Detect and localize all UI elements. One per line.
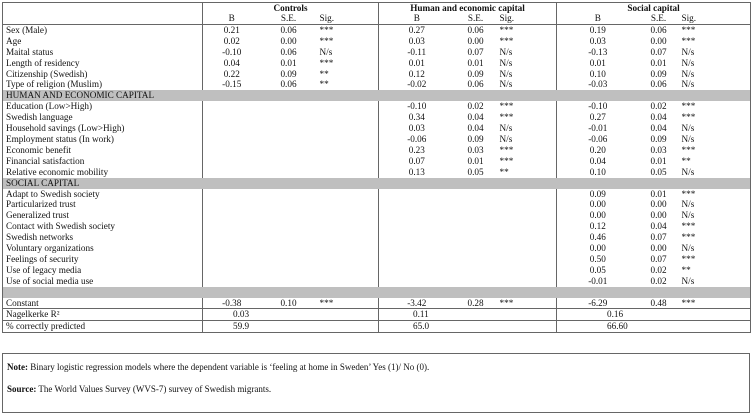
human-significance bbox=[497, 199, 557, 210]
note-text: Binary logistic regression models where the dependent variable is ‘feeling at home in Sweden’ Yes (1)/ No (0). bbox=[28, 362, 430, 372]
variable-label: Sex (Male) bbox=[3, 24, 203, 35]
human-std-error: 0.07 bbox=[467, 46, 484, 57]
table-row bbox=[3, 47, 751, 58]
social-std-error: 0.01 bbox=[650, 57, 667, 68]
controls-significance bbox=[317, 123, 379, 134]
controls-coef-b bbox=[203, 254, 261, 265]
controls-std-error: 0.09 bbox=[280, 68, 297, 79]
predicted-row-value-h: 65.0 bbox=[379, 321, 557, 333]
human-significance: *** bbox=[497, 145, 557, 156]
social-coef-b: 0.00 bbox=[589, 210, 606, 221]
spacer-row bbox=[3, 287, 751, 298]
social-significance: *** bbox=[681, 112, 696, 123]
controls-significance bbox=[317, 265, 379, 276]
human-significance bbox=[497, 265, 557, 276]
social-significance: *** bbox=[681, 188, 696, 199]
social-std-error: 0.07 bbox=[650, 46, 667, 57]
controls-coef-b bbox=[203, 232, 261, 243]
human-significance: *** bbox=[497, 298, 557, 309]
social-std-error: 0.00 bbox=[650, 210, 667, 221]
social-std-error: 0.00 bbox=[650, 199, 667, 210]
controls-coef-b: -0.10 bbox=[222, 46, 242, 57]
predicted-row-label: % correctly predicted bbox=[3, 321, 203, 333]
header-blank bbox=[3, 3, 203, 14]
source-text: The World Values Survey (WVS-7) survey of Swedish migrants. bbox=[36, 384, 272, 394]
table-row bbox=[3, 134, 751, 145]
social-std-error: 0.07 bbox=[650, 232, 667, 243]
human-coef-b bbox=[379, 254, 455, 265]
social-coef-b: -0.01 bbox=[588, 123, 608, 134]
predicted-row-value-c: 59.9 bbox=[203, 321, 379, 333]
social-coef-b: -0.06 bbox=[588, 133, 608, 144]
social-std-error: 0.01 bbox=[650, 188, 667, 199]
controls-significance bbox=[317, 243, 379, 254]
social-coef-b: -6.29 bbox=[588, 297, 608, 308]
controls-coef-b bbox=[203, 167, 261, 178]
col-sig: Sig. bbox=[497, 13, 557, 24]
controls-significance bbox=[317, 134, 379, 145]
table-row bbox=[3, 243, 751, 254]
col-sig: Sig. bbox=[681, 13, 697, 23]
nagelkerke-row-label: Nagelkerke R² bbox=[3, 309, 203, 321]
human-std-error: 0.06 bbox=[467, 79, 484, 90]
human-coef-b: 0.07 bbox=[408, 155, 425, 166]
human-coef-b bbox=[379, 243, 455, 254]
human-std-error bbox=[455, 221, 497, 232]
group-social: Social capital bbox=[557, 3, 751, 14]
col-b: B bbox=[413, 13, 420, 23]
human-significance bbox=[497, 189, 557, 200]
controls-coef-b: 0.21 bbox=[203, 24, 261, 35]
controls-std-error bbox=[261, 210, 317, 221]
variable-label: Feelings of security bbox=[3, 254, 203, 265]
social-coef-b: 0.09 bbox=[589, 188, 606, 199]
variable-label: Voluntary organizations bbox=[3, 243, 203, 254]
social-std-error: 0.00 bbox=[650, 35, 667, 46]
human-std-error: 0.04 bbox=[467, 123, 484, 134]
controls-std-error bbox=[261, 276, 317, 287]
social-coef-b: 0.00 bbox=[589, 199, 606, 210]
social-coef-b: 0.19 bbox=[557, 24, 639, 35]
social-coef-b: 0.04 bbox=[589, 155, 606, 166]
controls-std-error bbox=[261, 156, 317, 167]
human-coef-b bbox=[379, 221, 455, 232]
table-row bbox=[3, 123, 751, 134]
human-significance: N/s bbox=[497, 58, 557, 69]
controls-std-error bbox=[261, 265, 317, 276]
nagelkerke-row bbox=[3, 309, 751, 321]
controls-std-error bbox=[261, 254, 317, 265]
human-coef-b bbox=[379, 210, 455, 221]
social-significance: N/s bbox=[681, 199, 695, 210]
variable-label: Type of religion (Muslim) bbox=[3, 79, 203, 90]
col-b: B bbox=[228, 13, 235, 23]
regression-table bbox=[2, 2, 751, 333]
section-social-capital-label: SOCIAL CAPITAL bbox=[3, 178, 751, 189]
human-coef-b: 0.03 bbox=[408, 35, 425, 46]
variable-label: Contact with Swedish society bbox=[3, 221, 203, 232]
controls-coef-b bbox=[203, 145, 261, 156]
human-std-error: 0.05 bbox=[467, 166, 484, 177]
human-std-error bbox=[455, 276, 497, 287]
social-std-error: 0.09 bbox=[650, 133, 667, 144]
social-significance: N/s bbox=[681, 210, 695, 221]
controls-significance bbox=[317, 210, 379, 221]
col-se: S.E. bbox=[467, 13, 484, 23]
controls-std-error bbox=[261, 145, 317, 156]
controls-coef-b bbox=[203, 112, 261, 123]
human-significance: *** bbox=[497, 112, 557, 123]
variable-label: Swedish networks bbox=[3, 232, 203, 243]
social-significance: *** bbox=[681, 221, 696, 232]
social-significance: N/s bbox=[681, 166, 695, 177]
variable-label: Citizenship (Swedish) bbox=[3, 69, 203, 80]
human-significance: *** bbox=[497, 36, 557, 47]
controls-coef-b: 0.22 bbox=[223, 68, 240, 79]
social-coef-b: 0.05 bbox=[589, 264, 606, 275]
human-std-error: 0.09 bbox=[467, 133, 484, 144]
table-row bbox=[3, 221, 751, 232]
variable-label: Use of social media use bbox=[3, 276, 203, 287]
table-row bbox=[3, 36, 751, 47]
human-std-error bbox=[455, 254, 497, 265]
social-std-error: 0.48 bbox=[650, 297, 667, 308]
social-coef-b: 0.12 bbox=[589, 221, 606, 232]
table-row bbox=[3, 232, 751, 243]
social-std-error: 0.02 bbox=[650, 275, 667, 286]
regression-table-container bbox=[2, 2, 750, 333]
controls-std-error bbox=[261, 221, 317, 232]
controls-std-error bbox=[261, 199, 317, 210]
table-row bbox=[3, 101, 751, 112]
social-significance: ** bbox=[681, 264, 691, 275]
human-coef-b bbox=[379, 232, 455, 243]
group-header-row bbox=[3, 3, 751, 14]
controls-significance bbox=[317, 112, 379, 123]
social-coef-b: 0.27 bbox=[589, 112, 606, 123]
social-significance: *** bbox=[681, 101, 696, 112]
human-significance bbox=[497, 243, 557, 254]
controls-std-error bbox=[261, 232, 317, 243]
social-coef-b: 0.10 bbox=[589, 68, 606, 79]
group-human: Human and economic capital bbox=[379, 3, 557, 14]
variable-label: Education (Low>High) bbox=[3, 101, 203, 112]
col-b: B bbox=[594, 13, 601, 23]
table-row bbox=[3, 276, 751, 287]
social-coef-b: 0.20 bbox=[589, 144, 606, 155]
social-coef-b: -0.03 bbox=[588, 79, 608, 90]
table-row bbox=[3, 199, 751, 210]
variable-label: Financial satisfaction bbox=[3, 156, 203, 167]
controls-significance: N/s bbox=[317, 47, 379, 58]
social-significance: *** bbox=[681, 35, 696, 46]
controls-std-error bbox=[261, 167, 317, 178]
table-row bbox=[3, 58, 751, 69]
controls-significance bbox=[317, 167, 379, 178]
constant-row bbox=[3, 298, 751, 309]
controls-std-error: 0.10 bbox=[280, 297, 297, 308]
human-std-error: 0.01 bbox=[467, 155, 484, 166]
human-coef-b bbox=[379, 265, 455, 276]
table-row bbox=[3, 254, 751, 265]
section-human-capital-label: HUMAN AND ECONOMIC CAPITAL bbox=[3, 90, 751, 101]
human-significance bbox=[497, 210, 557, 221]
variable-label: Age bbox=[3, 36, 203, 47]
human-significance: ** bbox=[497, 167, 557, 178]
controls-std-error bbox=[261, 243, 317, 254]
social-std-error: 0.02 bbox=[650, 101, 667, 112]
social-coef-b: 0.46 bbox=[589, 232, 606, 243]
human-std-error: 0.09 bbox=[467, 68, 484, 79]
social-std-error: 0.01 bbox=[650, 155, 667, 166]
controls-std-error bbox=[261, 134, 317, 145]
controls-coef-b: 0.02 bbox=[223, 35, 240, 46]
col-se: S.E. bbox=[280, 13, 297, 23]
controls-coef-b: 0.04 bbox=[223, 57, 240, 68]
social-significance: N/s bbox=[681, 57, 695, 68]
social-significance: N/s bbox=[681, 68, 695, 79]
table-row bbox=[3, 156, 751, 167]
human-std-error bbox=[455, 243, 497, 254]
note-label: Note: bbox=[7, 362, 28, 372]
controls-std-error: 0.06 bbox=[280, 46, 297, 57]
table-row bbox=[3, 69, 751, 80]
controls-coef-b bbox=[203, 199, 261, 210]
human-significance bbox=[497, 221, 557, 232]
nagelkerke-row-value-h: 0.11 bbox=[379, 309, 557, 321]
social-significance: N/s bbox=[681, 243, 695, 254]
social-std-error: 0.00 bbox=[650, 243, 667, 254]
social-significance: *** bbox=[681, 232, 696, 243]
human-std-error: 0.02 bbox=[467, 101, 484, 112]
social-std-error: 0.06 bbox=[639, 24, 679, 35]
human-significance: N/s bbox=[497, 134, 557, 145]
social-significance: N/s bbox=[681, 133, 695, 144]
controls-coef-b bbox=[203, 156, 261, 167]
controls-coef-b bbox=[203, 189, 261, 200]
social-coef-b: -0.10 bbox=[588, 101, 608, 112]
controls-std-error bbox=[261, 112, 317, 123]
social-significance: N/s bbox=[681, 79, 695, 90]
human-std-error bbox=[455, 265, 497, 276]
source-label: Source: bbox=[7, 384, 37, 394]
predicted-row-value-s: 66.60 bbox=[557, 321, 751, 333]
variable-label: Swedish language bbox=[3, 112, 203, 123]
variable-label: Employment status (In work) bbox=[3, 134, 203, 145]
social-coef-b: 0.10 bbox=[589, 166, 606, 177]
human-significance: N/s bbox=[497, 79, 557, 90]
social-std-error: 0.09 bbox=[650, 68, 667, 79]
controls-significance: *** bbox=[317, 58, 379, 69]
human-coef-b: -0.06 bbox=[407, 133, 427, 144]
nagelkerke-row-value-c: 0.03 bbox=[203, 309, 379, 321]
human-coef-b: 0.01 bbox=[408, 57, 425, 68]
social-significance: N/s bbox=[681, 46, 695, 57]
controls-significance bbox=[317, 254, 379, 265]
header-blank bbox=[3, 13, 203, 24]
human-significance: N/s bbox=[497, 47, 557, 58]
controls-std-error bbox=[261, 189, 317, 200]
controls-std-error: 0.06 bbox=[280, 79, 297, 90]
table-notes bbox=[2, 353, 750, 413]
human-coef-b: 0.12 bbox=[408, 68, 425, 79]
variable-label: Generalized trust bbox=[3, 210, 203, 221]
column-header-row bbox=[3, 13, 751, 24]
social-significance: *** bbox=[679, 24, 751, 35]
controls-significance: *** bbox=[317, 36, 379, 47]
controls-coef-b: -0.38 bbox=[222, 297, 242, 308]
controls-coef-b bbox=[203, 134, 261, 145]
social-coef-b: 0.03 bbox=[589, 35, 606, 46]
social-significance: N/s bbox=[681, 123, 695, 134]
source-line bbox=[7, 384, 271, 394]
social-std-error: 0.03 bbox=[650, 144, 667, 155]
human-std-error: 0.01 bbox=[467, 57, 484, 68]
spacer-cell bbox=[3, 287, 751, 298]
human-significance: *** bbox=[497, 24, 557, 35]
table-row bbox=[3, 145, 751, 156]
human-std-error: 0.06 bbox=[455, 24, 497, 35]
social-std-error: 0.04 bbox=[650, 123, 667, 134]
variable-label: Household savings (Low>High) bbox=[3, 123, 203, 134]
controls-coef-b: -0.15 bbox=[222, 79, 242, 90]
controls-std-error: 0.01 bbox=[280, 57, 297, 68]
variable-label: Economic benefit bbox=[3, 145, 203, 156]
controls-std-error: 0.06 bbox=[261, 24, 317, 35]
human-std-error bbox=[455, 210, 497, 221]
controls-significance bbox=[317, 221, 379, 232]
controls-significance bbox=[317, 276, 379, 287]
social-significance: *** bbox=[681, 297, 696, 308]
human-coef-b: -0.10 bbox=[407, 101, 427, 112]
social-std-error: 0.06 bbox=[650, 79, 667, 90]
human-significance bbox=[497, 232, 557, 243]
controls-significance bbox=[317, 145, 379, 156]
human-coef-b: -3.42 bbox=[407, 297, 427, 308]
nagelkerke-row-value-s: 0.16 bbox=[557, 309, 751, 321]
human-significance: N/s bbox=[497, 123, 557, 134]
human-std-error bbox=[455, 232, 497, 243]
controls-coef-b bbox=[203, 101, 261, 112]
human-std-error: 0.04 bbox=[467, 112, 484, 123]
human-std-error: 0.00 bbox=[467, 35, 484, 46]
social-coef-b: -0.13 bbox=[588, 46, 608, 57]
human-std-error: 0.03 bbox=[467, 144, 484, 155]
social-std-error: 0.02 bbox=[650, 264, 667, 275]
table-row bbox=[3, 79, 751, 90]
social-coef-b: -0.01 bbox=[588, 275, 608, 286]
human-coef-b: -0.11 bbox=[407, 46, 427, 57]
human-significance bbox=[497, 276, 557, 287]
social-std-error: 0.04 bbox=[650, 221, 667, 232]
variable-label: Maital status bbox=[3, 47, 203, 58]
human-significance: *** bbox=[497, 156, 557, 167]
human-coef-b bbox=[379, 276, 455, 287]
section-human-capital bbox=[3, 90, 751, 101]
controls-coef-b bbox=[203, 221, 261, 232]
controls-significance: *** bbox=[317, 24, 379, 35]
table-row bbox=[3, 210, 751, 221]
variable-label: Length of residency bbox=[3, 58, 203, 69]
controls-significance: ** bbox=[317, 79, 379, 90]
social-significance: *** bbox=[681, 144, 696, 155]
predicted-row bbox=[3, 321, 751, 333]
human-coef-b: 0.34 bbox=[408, 112, 425, 123]
controls-significance bbox=[317, 156, 379, 167]
social-significance: N/s bbox=[681, 275, 695, 286]
controls-significance: ** bbox=[317, 69, 379, 80]
controls-std-error bbox=[261, 101, 317, 112]
human-coef-b: 0.23 bbox=[408, 144, 425, 155]
controls-coef-b bbox=[203, 243, 261, 254]
social-coef-b: 0.01 bbox=[589, 57, 606, 68]
table-row bbox=[3, 24, 751, 35]
group-controls: Controls bbox=[203, 3, 379, 14]
human-significance: N/s bbox=[497, 69, 557, 80]
col-se: S.E. bbox=[650, 13, 667, 23]
controls-std-error: 0.00 bbox=[280, 35, 297, 46]
variable-label: Adapt to Swedish society bbox=[3, 189, 203, 200]
human-coef-b bbox=[379, 189, 455, 200]
controls-coef-b bbox=[203, 210, 261, 221]
human-std-error bbox=[455, 189, 497, 200]
controls-std-error bbox=[261, 123, 317, 134]
controls-significance bbox=[317, 189, 379, 200]
table-row bbox=[3, 265, 751, 276]
controls-significance bbox=[317, 199, 379, 210]
human-coef-b bbox=[379, 199, 455, 210]
human-coef-b: 0.03 bbox=[408, 123, 425, 134]
constant-label: Constant bbox=[3, 298, 203, 309]
controls-coef-b bbox=[203, 123, 261, 134]
variable-label: Use of legacy media bbox=[3, 265, 203, 276]
variable-label: Particularized trust bbox=[3, 199, 203, 210]
human-std-error: 0.28 bbox=[467, 297, 484, 308]
table-row bbox=[3, 189, 751, 200]
social-significance: ** bbox=[681, 155, 691, 166]
controls-coef-b bbox=[203, 265, 261, 276]
social-significance: *** bbox=[681, 253, 696, 264]
social-coef-b: 0.00 bbox=[589, 243, 606, 254]
human-significance bbox=[497, 254, 557, 265]
human-coef-b: 0.27 bbox=[379, 24, 455, 35]
social-std-error: 0.05 bbox=[650, 166, 667, 177]
controls-significance bbox=[317, 232, 379, 243]
controls-significance: *** bbox=[317, 298, 379, 309]
human-coef-b: 0.13 bbox=[408, 166, 425, 177]
social-coef-b: 0.50 bbox=[589, 253, 606, 264]
variable-label: Relative economic mobility bbox=[3, 167, 203, 178]
table-body bbox=[3, 3, 751, 333]
human-std-error bbox=[455, 199, 497, 210]
controls-coef-b bbox=[203, 276, 261, 287]
controls-significance bbox=[317, 101, 379, 112]
col-sig: Sig. bbox=[317, 13, 379, 24]
social-std-error: 0.04 bbox=[650, 112, 667, 123]
section-social-capital bbox=[3, 178, 751, 189]
table-row bbox=[3, 112, 751, 123]
note-line bbox=[7, 362, 429, 372]
table-row bbox=[3, 167, 751, 178]
social-std-error: 0.07 bbox=[650, 253, 667, 264]
human-coef-b: -0.02 bbox=[407, 79, 427, 90]
human-significance: *** bbox=[497, 101, 557, 112]
